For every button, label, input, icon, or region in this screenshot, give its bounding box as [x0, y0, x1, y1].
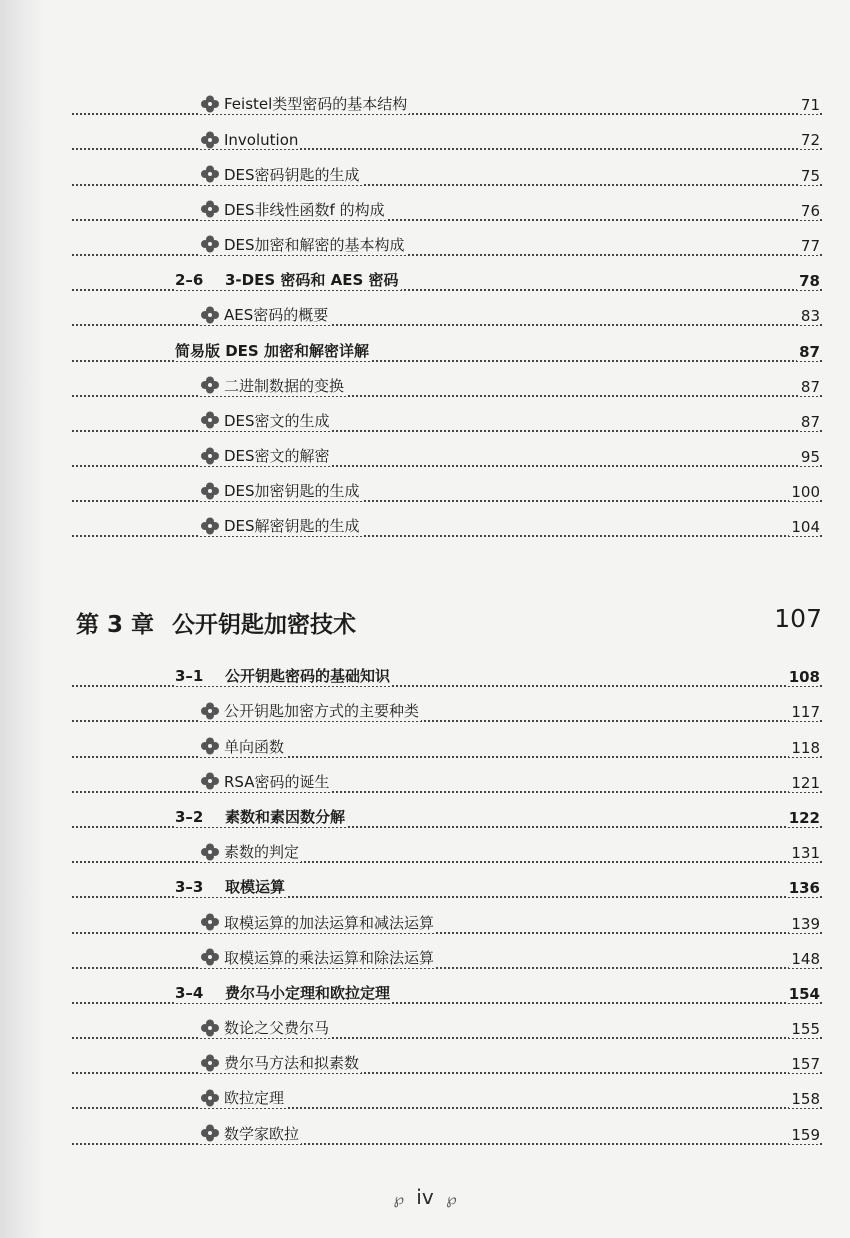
toc-entry[interactable]	[0, 941, 850, 976]
toc-entry-label	[200, 375, 346, 396]
dot-leader	[72, 500, 822, 502]
toc-entry-page-number: 108	[788, 668, 820, 687]
toc-entry-page-number: 75	[800, 166, 820, 185]
chapter-number: 第 3 章	[76, 612, 155, 638]
toc-entry-page-number: 136	[788, 879, 820, 898]
toc-entry-page-number: 131	[791, 844, 820, 863]
toc-entry[interactable]	[0, 298, 850, 333]
toc-entry[interactable]	[0, 404, 850, 439]
clover-icon	[200, 1124, 220, 1142]
toc-entry-page-number: 158	[791, 1090, 820, 1109]
toc-entry-title: Feistel类型密码的基本结构	[224, 95, 408, 114]
toc-entry-title: 取模运算的加法运算和减法运算	[224, 913, 435, 932]
toc-entry-title: DES密文的生成	[224, 411, 330, 430]
clover-icon	[200, 772, 220, 790]
toc-entry-title: RSA密码的诞生	[224, 772, 330, 791]
toc-entry[interactable]	[0, 659, 850, 694]
dot-leader	[72, 395, 822, 397]
toc-entry-page-number: 87	[800, 377, 820, 396]
dot-leader	[72, 1072, 822, 1074]
section-number: 3–4	[175, 983, 204, 1002]
toc-entry-label	[200, 841, 301, 862]
clover-icon	[200, 737, 220, 755]
toc-entry[interactable]	[0, 835, 850, 870]
clover-icon	[200, 376, 220, 394]
clover-icon	[200, 913, 220, 931]
toc-entry[interactable]	[0, 439, 850, 474]
toc-entry[interactable]	[0, 157, 850, 192]
toc-entry-label	[175, 982, 392, 1003]
toc-entry-label	[175, 806, 347, 827]
toc-entry-title: 欧拉定理	[224, 1089, 285, 1108]
toc-entry-title: 取模运算的乘法运算和除法运算	[224, 948, 435, 967]
toc-entry-page-number: 118	[791, 738, 820, 757]
toc-entry-title: 二进制数据的变换	[224, 376, 345, 395]
toc-entry-page-number: 122	[788, 808, 820, 827]
toc-entry-page-number: 72	[800, 131, 820, 150]
toc-entry-label	[200, 199, 387, 220]
toc-entry-page-number: 155	[791, 1020, 820, 1039]
toc-entry-title: 简易版 DES 加密和解密详解	[175, 341, 369, 360]
toc-entry-title: Involution	[224, 131, 299, 150]
toc-entry-label	[200, 234, 407, 255]
toc-entry[interactable]	[0, 509, 850, 544]
section-number: 2–6	[175, 271, 204, 290]
toc-entry[interactable]	[0, 1081, 850, 1116]
clover-icon	[200, 517, 220, 535]
toc-entry-title: DES加密钥匙的生成	[224, 482, 360, 501]
toc-entry-title: 取模运算	[225, 878, 286, 897]
toc-entry[interactable]	[0, 729, 850, 764]
dot-leader	[72, 184, 822, 186]
clover-icon	[200, 1054, 220, 1072]
clover-icon	[200, 235, 220, 253]
chapter-heading[interactable]	[76, 602, 822, 638]
dot-leader	[72, 148, 822, 150]
toc-entry-label	[200, 736, 286, 757]
clover-icon	[200, 447, 220, 465]
clover-icon	[200, 1089, 220, 1107]
toc-entry[interactable]	[0, 1011, 850, 1046]
toc-entry-title: 数学家欧拉	[224, 1124, 300, 1143]
toc-entry-label	[200, 304, 330, 325]
toc-entry-page-number: 87	[800, 412, 820, 431]
folio-number: iv	[416, 1185, 434, 1209]
clover-icon	[200, 306, 220, 324]
clover-icon	[200, 131, 220, 149]
section-number: 3–1	[175, 667, 204, 686]
toc-entry-title: 数论之父费尔马	[224, 1019, 330, 1038]
dot-leader	[72, 1037, 822, 1039]
toc-entry-label	[175, 340, 371, 361]
toc-entry[interactable]	[0, 1046, 850, 1081]
dot-leader	[72, 219, 822, 221]
toc-entry-label	[200, 410, 332, 431]
toc-entry-page-number: 71	[800, 96, 820, 115]
dot-leader	[72, 324, 822, 326]
clover-icon	[200, 843, 220, 861]
toc-entry-title: DES解密钥匙的生成	[224, 517, 360, 536]
clover-icon	[200, 95, 220, 113]
dot-leader	[72, 791, 822, 793]
toc-entry-label	[200, 445, 332, 466]
chapter-page-number: 107	[774, 604, 822, 633]
toc-entry-title: 3-DES 密码和 AES 密码	[225, 271, 399, 290]
section-number: 3–2	[175, 807, 204, 826]
clover-icon	[200, 482, 220, 500]
toc-entry-title: DES密文的解密	[224, 447, 330, 466]
toc-entry-page-number: 157	[791, 1055, 820, 1074]
toc-entry-page-number: 87	[799, 342, 820, 361]
toc-entry-title: 公开钥匙加密方式的主要种类	[224, 702, 420, 721]
toc-entry[interactable]	[0, 333, 850, 368]
toc-entry-label	[200, 700, 421, 721]
clover-icon	[200, 948, 220, 966]
clover-icon	[200, 702, 220, 720]
toc-entry-title: 单向函数	[224, 737, 285, 756]
toc-entry[interactable]	[0, 87, 850, 122]
dot-leader	[72, 1107, 822, 1109]
toc-entry-page-number: 76	[800, 201, 820, 220]
chapter-title: 公开钥匙加密技术	[172, 612, 356, 638]
toc-entry-label	[200, 1123, 301, 1144]
toc-entry-label	[200, 912, 436, 933]
toc-entry-title: 素数和素因数分解	[225, 807, 346, 826]
toc-entry-page-number: 95	[800, 448, 820, 467]
toc-entry[interactable]	[0, 694, 850, 729]
dot-leader	[72, 113, 822, 115]
toc-entry[interactable]	[0, 905, 850, 940]
toc-entry-title: 素数的判定	[224, 843, 300, 862]
toc-entry-page-number: 117	[791, 703, 820, 722]
toc-entry-title: 公开钥匙密码的基础知识	[225, 667, 391, 686]
toc-entry[interactable]	[0, 474, 850, 509]
toc-entry-page-number: 100	[791, 483, 820, 502]
toc-entry-page-number: 78	[799, 272, 820, 291]
folio-right-ornament: ℘	[446, 1190, 457, 1208]
toc-entry-label	[200, 515, 362, 536]
toc-entry[interactable]	[0, 369, 850, 404]
toc-entry[interactable]	[0, 122, 850, 157]
toc-entry-label	[200, 1052, 361, 1073]
dot-leader	[72, 932, 822, 934]
toc-entry-page-number: 154	[788, 984, 820, 1003]
toc-entry-label	[200, 771, 331, 792]
dot-leader	[72, 430, 822, 432]
toc-list-chapter-3	[0, 659, 850, 1152]
toc-entry-title: DES密码钥匙的生成	[224, 165, 360, 184]
dot-leader	[72, 1143, 822, 1145]
section-number: 3–3	[175, 878, 204, 897]
toc-entry-page-number: 83	[800, 307, 820, 326]
clover-icon	[200, 165, 220, 183]
toc-entry[interactable]	[0, 1116, 850, 1151]
toc-entry-page-number: 121	[791, 773, 820, 792]
page-folio	[0, 1185, 850, 1209]
toc-entry-label	[175, 269, 401, 290]
toc-list-top	[0, 87, 850, 544]
toc-entry-label	[200, 93, 409, 114]
toc-entry-title: AES密码的概要	[224, 306, 329, 325]
toc-entry-label	[175, 665, 392, 686]
clover-icon	[200, 200, 220, 218]
dot-leader	[72, 861, 822, 863]
toc-entry-page-number: 148	[791, 949, 820, 968]
toc-entry[interactable]	[0, 193, 850, 228]
toc-entry-label	[200, 164, 362, 185]
toc-entry-page-number: 159	[791, 1125, 820, 1144]
toc-entry-title: 费尔马小定理和欧拉定理	[225, 983, 391, 1002]
clover-icon	[200, 1019, 220, 1037]
toc-entry-page-number: 139	[791, 914, 820, 933]
clover-icon	[200, 411, 220, 429]
folio-left-ornament: ℘	[393, 1190, 404, 1208]
toc-entry-label	[200, 947, 436, 968]
toc-entry-label	[200, 480, 362, 501]
toc-entry[interactable]	[0, 228, 850, 263]
toc-entry-label	[200, 1017, 331, 1038]
toc-entry[interactable]	[0, 800, 850, 835]
dot-leader	[72, 720, 822, 722]
dot-leader	[72, 967, 822, 969]
toc-entry-title: DES非线性函数f 的构成	[224, 200, 385, 219]
toc-entry-label	[200, 131, 300, 149]
dot-leader	[72, 254, 822, 256]
toc-entry-label	[200, 1087, 286, 1108]
dot-leader	[72, 535, 822, 537]
toc-entry-label	[175, 876, 287, 897]
toc-entry[interactable]	[0, 870, 850, 905]
dot-leader	[72, 756, 822, 758]
toc-entry[interactable]	[0, 765, 850, 800]
toc-entry-page-number: 104	[791, 518, 820, 537]
dot-leader	[72, 465, 822, 467]
toc-entry-page-number: 77	[800, 236, 820, 255]
toc-entry-title: DES加密和解密的基本构成	[224, 235, 405, 254]
toc-entry-title: 费尔马方法和拟素数	[224, 1054, 360, 1073]
toc-entry[interactable]	[0, 263, 850, 298]
toc-entry[interactable]	[0, 976, 850, 1011]
